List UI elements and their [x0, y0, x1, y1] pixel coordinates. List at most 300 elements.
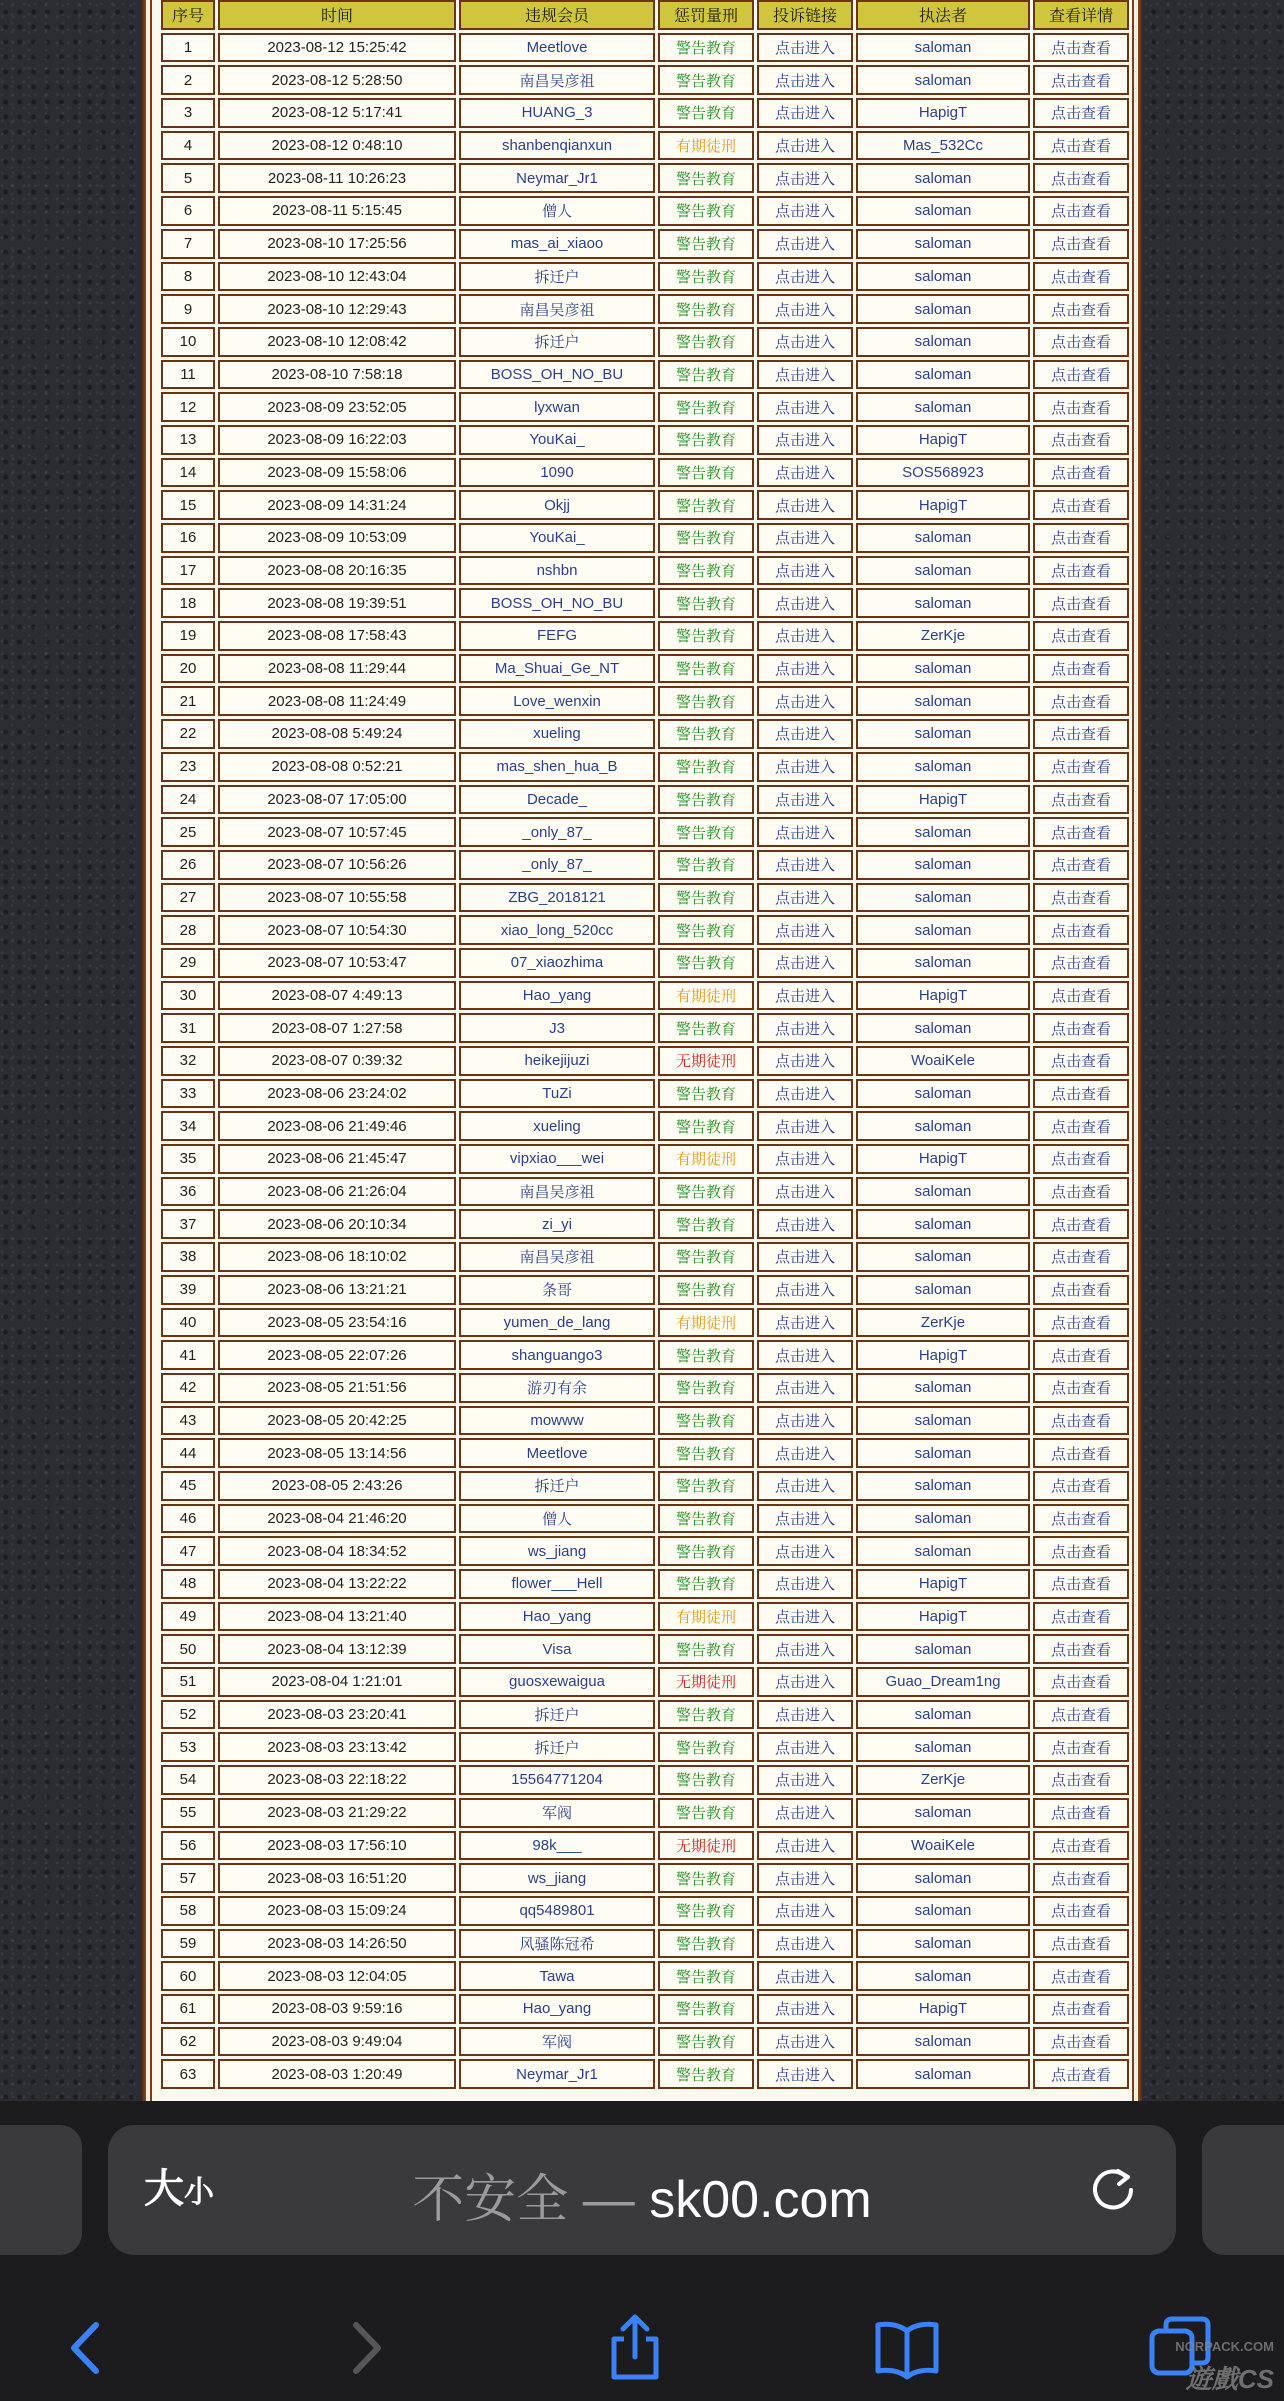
complaint-link[interactable]: 点击进入 [757, 458, 853, 488]
member-link[interactable]: _only_87_ [459, 817, 655, 847]
member-link[interactable]: zi_yi [459, 1209, 655, 1239]
member-link[interactable]: Hao_yang [459, 981, 655, 1011]
complaint-link[interactable]: 点击进入 [757, 556, 853, 586]
row-time: 2023-08-09 14:31:24 [218, 490, 456, 520]
row-time: 2023-08-08 0:52:21 [218, 752, 456, 782]
view-details-link[interactable]: 点击查看 [1033, 588, 1129, 618]
executor-link[interactable]: saloman [856, 392, 1030, 422]
member-link[interactable]: guosxewaigua [459, 1667, 655, 1697]
complaint-link[interactable]: 点击进入 [757, 1144, 853, 1174]
complaint-link[interactable]: 点击进入 [757, 360, 853, 390]
member-link[interactable]: Visa [459, 1634, 655, 1664]
complaint-link[interactable]: 点击进入 [757, 1209, 853, 1239]
executor-link[interactable]: saloman [856, 327, 1030, 357]
member-link[interactable]: 拆迁户 [459, 262, 655, 292]
member-link[interactable]: 条哥 [459, 1275, 655, 1305]
view-details-link[interactable]: 点击查看 [1033, 556, 1129, 586]
address-bar[interactable] [108, 2125, 1176, 2255]
complaint-link[interactable]: 点击进入 [757, 883, 853, 913]
complaint-link[interactable]: 点击进入 [757, 1929, 853, 1959]
member-link[interactable]: flower___Hell [459, 1569, 655, 1599]
member-link[interactable]: xueling [459, 719, 655, 749]
complaint-link[interactable]: 点击进入 [757, 621, 853, 651]
executor-link[interactable]: saloman [856, 1111, 1030, 1141]
row-time: 2023-08-12 5:17:41 [218, 98, 456, 128]
view-details-link[interactable]: 点击查看 [1033, 1700, 1129, 1730]
member-link[interactable]: TuZi [459, 1079, 655, 1109]
view-details-link[interactable]: 点击查看 [1033, 1373, 1129, 1403]
row-time: 2023-08-12 15:25:42 [218, 33, 456, 63]
executor-link[interactable]: Mas_532Cc [856, 131, 1030, 161]
view-details-link[interactable]: 点击查看 [1033, 1177, 1129, 1207]
view-details-link[interactable]: 点击查看 [1033, 327, 1129, 357]
view-details-link[interactable]: 点击查看 [1033, 163, 1129, 193]
view-details-link[interactable]: 点击查看 [1033, 490, 1129, 520]
view-details-link[interactable]: 点击查看 [1033, 1504, 1129, 1534]
view-details-link[interactable]: 点击查看 [1033, 458, 1129, 488]
executor-link[interactable]: saloman [856, 850, 1030, 880]
executor-link[interactable]: saloman [856, 1504, 1030, 1534]
view-details-link[interactable]: 点击查看 [1033, 1438, 1129, 1468]
penalty-label: 警告教育 [658, 1798, 754, 1828]
forward-icon[interactable] [330, 2313, 400, 2383]
executor-link[interactable]: HapigT [856, 1144, 1030, 1174]
member-link[interactable]: Neymar_Jr1 [459, 2059, 655, 2089]
complaint-link[interactable]: 点击进入 [757, 817, 853, 847]
reload-icon[interactable] [1086, 2163, 1140, 2217]
row-number: 21 [161, 686, 215, 716]
penalty-label: 警告教育 [658, 752, 754, 782]
view-details-link[interactable]: 点击查看 [1033, 1602, 1129, 1632]
member-link[interactable]: 07_xiaozhima [459, 948, 655, 978]
complaint-link[interactable]: 点击进入 [757, 1242, 853, 1272]
view-details-link[interactable]: 点击查看 [1033, 1798, 1129, 1828]
view-details-link[interactable]: 点击查看 [1033, 948, 1129, 978]
row-time: 2023-08-04 13:22:22 [218, 1569, 456, 1599]
member-link[interactable]: 15564771204 [459, 1765, 655, 1795]
complaint-link[interactable]: 点击进入 [757, 425, 853, 455]
view-details-link[interactable]: 点击查看 [1033, 98, 1129, 128]
member-link[interactable]: yumen_de_lang [459, 1308, 655, 1338]
member-link[interactable]: Decade_ [459, 785, 655, 815]
previous-tab-peek[interactable] [0, 2125, 82, 2255]
complaint-link[interactable]: 点击进入 [757, 1046, 853, 1076]
complaint-link[interactable]: 点击进入 [757, 1831, 853, 1861]
executor-link[interactable]: saloman [856, 1536, 1030, 1566]
complaint-link[interactable]: 点击进入 [757, 1013, 853, 1043]
complaint-link[interactable]: 点击进入 [757, 948, 853, 978]
executor-link[interactable]: saloman [856, 196, 1030, 226]
member-link[interactable]: 僧人 [459, 196, 655, 226]
view-details-link[interactable]: 点击查看 [1033, 392, 1129, 422]
complaint-link[interactable]: 点击进入 [757, 981, 853, 1011]
row-time: 2023-08-08 11:29:44 [218, 654, 456, 684]
complaint-link[interactable]: 点击进入 [757, 850, 853, 880]
complaint-link[interactable]: 点击进入 [757, 98, 853, 128]
executor-link[interactable]: ZerKje [856, 621, 1030, 651]
complaint-link[interactable]: 点击进入 [757, 1438, 853, 1468]
member-link[interactable]: 军阀 [459, 2027, 655, 2057]
view-details-link[interactable]: 点击查看 [1033, 1013, 1129, 1043]
executor-link[interactable]: HapigT [856, 1340, 1030, 1370]
executor-link[interactable]: saloman [856, 229, 1030, 259]
complaint-link[interactable]: 点击进入 [757, 785, 853, 815]
member-link[interactable]: Ma_Shuai_Ge_NT [459, 654, 655, 684]
member-link[interactable]: mas_ai_xiaoo [459, 229, 655, 259]
complaint-link[interactable]: 点击进入 [757, 229, 853, 259]
member-link[interactable]: Okjj [459, 490, 655, 520]
penalty-label: 警告教育 [658, 621, 754, 651]
view-details-link[interactable]: 点击查看 [1033, 262, 1129, 292]
view-details-link[interactable]: 点击查看 [1033, 1634, 1129, 1664]
complaint-link[interactable]: 点击进入 [757, 65, 853, 95]
complaint-link[interactable]: 点击进入 [757, 131, 853, 161]
row-number: 50 [161, 1634, 215, 1664]
executor-link[interactable]: saloman [856, 294, 1030, 324]
view-details-link[interactable]: 点击查看 [1033, 1308, 1129, 1338]
penalty-label: 警告教育 [658, 556, 754, 586]
member-link[interactable]: Neymar_Jr1 [459, 163, 655, 193]
member-link[interactable]: Hao_yang [459, 1602, 655, 1632]
complaint-link[interactable]: 点击进入 [757, 588, 853, 618]
member-link[interactable]: HUANG_3 [459, 98, 655, 128]
row-number: 53 [161, 1732, 215, 1762]
member-link[interactable]: J3 [459, 1013, 655, 1043]
executor-link[interactable]: saloman [856, 719, 1030, 749]
complaint-link[interactable]: 点击进入 [757, 1961, 853, 1991]
view-details-link[interactable]: 点击查看 [1033, 1961, 1129, 1991]
complaint-link[interactable]: 点击进入 [757, 654, 853, 684]
member-link[interactable]: 游刃有余 [459, 1373, 655, 1403]
complaint-link[interactable]: 点击进入 [757, 1471, 853, 1501]
executor-link[interactable]: HapigT [856, 1569, 1030, 1599]
executor-link[interactable]: saloman [856, 262, 1030, 292]
header-no: 序号 [161, 0, 215, 30]
member-link[interactable]: Hao_yang [459, 1994, 655, 2024]
url-display[interactable] [108, 2157, 1176, 2232]
view-details-link[interactable]: 点击查看 [1033, 752, 1129, 782]
member-link[interactable]: ws_jiang [459, 1863, 655, 1893]
member-link[interactable]: 拆迁户 [459, 327, 655, 357]
complaint-link[interactable]: 点击进入 [757, 1994, 853, 2024]
view-details-link[interactable]: 点击查看 [1033, 294, 1129, 324]
member-link[interactable]: 僧人 [459, 1504, 655, 1534]
complaint-link[interactable]: 点击进入 [757, 1798, 853, 1828]
view-details-link[interactable]: 点击查看 [1033, 1831, 1129, 1861]
view-details-link[interactable]: 点击查看 [1033, 883, 1129, 913]
view-details-link[interactable]: 点击查看 [1033, 1209, 1129, 1239]
view-details-link[interactable]: 点击查看 [1033, 1765, 1129, 1795]
executor-link[interactable]: ZerKje [856, 1765, 1030, 1795]
member-link[interactable]: Tawa [459, 1961, 655, 1991]
view-details-link[interactable]: 点击查看 [1033, 621, 1129, 651]
row-number: 22 [161, 719, 215, 749]
view-details-link[interactable]: 点击查看 [1033, 360, 1129, 390]
member-link[interactable]: heikejijuzi [459, 1046, 655, 1076]
member-link[interactable]: shanguango3 [459, 1340, 655, 1370]
complaint-link[interactable]: 点击进入 [757, 1340, 853, 1370]
row-number: 8 [161, 262, 215, 292]
view-details-link[interactable]: 点击查看 [1033, 1242, 1129, 1272]
member-link[interactable]: qq5489801 [459, 1896, 655, 1926]
executor-link[interactable]: saloman [856, 1863, 1030, 1893]
executor-link[interactable]: HapigT [856, 1994, 1030, 2024]
row-number: 30 [161, 981, 215, 1011]
executor-link[interactable]: saloman [856, 588, 1030, 618]
executor-link[interactable]: HapigT [856, 425, 1030, 455]
view-details-link[interactable]: 点击查看 [1033, 981, 1129, 1011]
member-link[interactable]: xueling [459, 1111, 655, 1141]
member-link[interactable]: FEFG [459, 621, 655, 651]
share-icon[interactable] [600, 2313, 670, 2383]
executor-link[interactable]: saloman [856, 2027, 1030, 2057]
view-details-link[interactable]: 点击查看 [1033, 1471, 1129, 1501]
view-details-link[interactable]: 点击查看 [1033, 131, 1129, 161]
executor-link[interactable]: saloman [856, 1700, 1030, 1730]
view-details-link[interactable]: 点击查看 [1033, 1667, 1129, 1697]
complaint-link[interactable]: 点击进入 [757, 1536, 853, 1566]
member-link[interactable]: Love_wenxin [459, 686, 655, 716]
member-link[interactable]: BOSS_OH_NO_BU [459, 360, 655, 390]
executor-link[interactable]: saloman [856, 1634, 1030, 1664]
view-details-link[interactable]: 点击查看 [1033, 850, 1129, 880]
executor-link[interactable]: saloman [856, 2059, 1030, 2089]
member-link[interactable]: BOSS_OH_NO_BU [459, 588, 655, 618]
row-time: 2023-08-03 12:04:05 [218, 1961, 456, 1991]
executor-link[interactable]: ZerKje [856, 1308, 1030, 1338]
complaint-link[interactable]: 点击进入 [757, 523, 853, 553]
member-link[interactable]: 拆迁户 [459, 1471, 655, 1501]
view-details-link[interactable]: 点击查看 [1033, 229, 1129, 259]
row-number: 33 [161, 1079, 215, 1109]
view-details-link[interactable]: 点击查看 [1033, 196, 1129, 226]
text-size-small-glyph: 小 [184, 2175, 214, 2210]
penalty-label: 警告教育 [658, 425, 754, 455]
view-details-link[interactable]: 点击查看 [1033, 1275, 1129, 1305]
executor-link[interactable]: saloman [856, 915, 1030, 945]
view-details-link[interactable]: 点击查看 [1033, 719, 1129, 749]
complaint-link[interactable]: 点击进入 [757, 2059, 853, 2089]
view-details-link[interactable]: 点击查看 [1033, 65, 1129, 95]
executor-link[interactable]: saloman [856, 1242, 1030, 1272]
complaint-link[interactable]: 点击进入 [757, 33, 853, 63]
executor-link[interactable]: HapigT [856, 981, 1030, 1011]
penalty-label: 警告教育 [658, 1536, 754, 1566]
watermark-brand: 遊戲CS [1185, 2364, 1274, 2394]
next-tab-peek[interactable] [1202, 2125, 1284, 2255]
complaint-link[interactable]: 点击进入 [757, 1602, 853, 1632]
executor-link[interactable]: saloman [856, 523, 1030, 553]
complaint-link[interactable]: 点击进入 [757, 1111, 853, 1141]
row-time: 2023-08-07 0:39:32 [218, 1046, 456, 1076]
complaint-link[interactable]: 点击进入 [757, 163, 853, 193]
penalty-label: 警告教育 [658, 686, 754, 716]
member-link[interactable]: ZBG_2018121 [459, 883, 655, 913]
member-link[interactable]: 拆迁户 [459, 1700, 655, 1730]
complaint-link[interactable]: 点击进入 [757, 1700, 853, 1730]
executor-link[interactable]: saloman [856, 1438, 1030, 1468]
member-link[interactable]: mas_shen_hua_B [459, 752, 655, 782]
view-details-link[interactable]: 点击查看 [1033, 915, 1129, 945]
executor-link[interactable]: saloman [856, 1896, 1030, 1926]
executor-link[interactable]: HapigT [856, 785, 1030, 815]
view-details-link[interactable]: 点击查看 [1033, 1406, 1129, 1436]
complaint-link[interactable]: 点击进入 [757, 1863, 853, 1893]
penalty-label: 有期徒刑 [658, 1602, 754, 1632]
complaint-link[interactable]: 点击进入 [757, 719, 853, 749]
view-details-link[interactable]: 点击查看 [1033, 523, 1129, 553]
executor-link[interactable]: saloman [856, 1209, 1030, 1239]
view-details-link[interactable]: 点击查看 [1033, 33, 1129, 63]
executor-link[interactable]: saloman [856, 556, 1030, 586]
penalty-label: 警告教育 [658, 458, 754, 488]
executor-link[interactable]: saloman [856, 752, 1030, 782]
complaint-link[interactable]: 点击进入 [757, 1569, 853, 1599]
executor-link[interactable]: saloman [856, 686, 1030, 716]
complaint-link[interactable]: 点击进入 [757, 262, 853, 292]
view-details-link[interactable]: 点击查看 [1033, 1896, 1129, 1926]
member-link[interactable]: 南昌吴彦祖 [459, 294, 655, 324]
executor-link[interactable]: saloman [856, 163, 1030, 193]
complaint-link[interactable]: 点击进入 [757, 1667, 853, 1697]
complaint-link[interactable]: 点击进入 [757, 1177, 853, 1207]
executor-link[interactable]: saloman [856, 360, 1030, 390]
member-link[interactable]: YouKai_ [459, 425, 655, 455]
executor-link[interactable]: WoaiKele [856, 1831, 1030, 1861]
member-link[interactable]: mowww [459, 1406, 655, 1436]
member-link[interactable]: Meetlove [459, 33, 655, 63]
executor-link[interactable]: saloman [856, 1798, 1030, 1828]
row-number: 29 [161, 948, 215, 978]
complaint-link[interactable]: 点击进入 [757, 196, 853, 226]
complaint-link[interactable]: 点击进入 [757, 294, 853, 324]
view-details-link[interactable]: 点击查看 [1033, 1569, 1129, 1599]
executor-link[interactable]: saloman [856, 1406, 1030, 1436]
view-details-link[interactable]: 点击查看 [1033, 654, 1129, 684]
member-link[interactable]: 风骚陈冠希 [459, 1929, 655, 1959]
executor-link[interactable]: saloman [856, 1471, 1030, 1501]
row-number: 39 [161, 1275, 215, 1305]
complaint-link[interactable]: 点击进入 [757, 1079, 853, 1109]
row-number: 47 [161, 1536, 215, 1566]
row-time: 2023-08-03 14:26:50 [218, 1929, 456, 1959]
view-details-link[interactable]: 点击查看 [1033, 686, 1129, 716]
member-link[interactable]: 南昌吴彦祖 [459, 1177, 655, 1207]
row-number: 45 [161, 1471, 215, 1501]
member-link[interactable]: vipxiao___wei [459, 1144, 655, 1174]
penalty-label: 警告教育 [658, 1569, 754, 1599]
executor-link[interactable]: saloman [856, 1177, 1030, 1207]
view-details-link[interactable]: 点击查看 [1033, 1079, 1129, 1109]
complaint-link[interactable]: 点击进入 [757, 392, 853, 422]
member-link[interactable]: 南昌吴彦祖 [459, 1242, 655, 1272]
complaint-link[interactable]: 点击进入 [757, 1896, 853, 1926]
row-number: 13 [161, 425, 215, 455]
view-details-link[interactable]: 点击查看 [1033, 1340, 1129, 1370]
view-details-link[interactable]: 点击查看 [1033, 2027, 1129, 2057]
view-details-link[interactable]: 点击查看 [1033, 1929, 1129, 1959]
complaint-link[interactable]: 点击进入 [757, 752, 853, 782]
complaint-link[interactable]: 点击进入 [757, 1373, 853, 1403]
complaint-link[interactable]: 点击进入 [757, 686, 853, 716]
executor-link[interactable]: saloman [856, 1929, 1030, 1959]
member-link[interactable]: 拆迁户 [459, 1732, 655, 1762]
complaint-link[interactable]: 点击进入 [757, 1765, 853, 1795]
view-details-link[interactable]: 点击查看 [1033, 1144, 1129, 1174]
complaint-link[interactable]: 点击进入 [757, 2027, 853, 2057]
member-link[interactable]: lyxwan [459, 392, 655, 422]
view-details-link[interactable]: 点击查看 [1033, 1994, 1129, 2024]
view-details-link[interactable]: 点击查看 [1033, 1111, 1129, 1141]
member-link[interactable]: 南昌吴彦祖 [459, 65, 655, 95]
executor-link[interactable]: saloman [856, 817, 1030, 847]
complaint-link[interactable]: 点击进入 [757, 327, 853, 357]
row-time: 2023-08-12 0:48:10 [218, 131, 456, 161]
view-details-link[interactable]: 点击查看 [1033, 2059, 1129, 2089]
executor-link[interactable]: saloman [856, 948, 1030, 978]
member-link[interactable]: shanbenqianxun [459, 131, 655, 161]
executor-link[interactable]: saloman [856, 1013, 1030, 1043]
member-link[interactable]: 98k___ [459, 1831, 655, 1861]
complaint-link[interactable]: 点击进入 [757, 1406, 853, 1436]
complaint-link[interactable]: 点击进入 [757, 490, 853, 520]
executor-link[interactable]: WoaiKele [856, 1046, 1030, 1076]
bookmarks-icon[interactable] [872, 2313, 942, 2383]
executor-link[interactable]: HapigT [856, 98, 1030, 128]
executor-link[interactable]: saloman [856, 1961, 1030, 1991]
executor-link[interactable]: saloman [856, 654, 1030, 684]
complaint-link[interactable]: 点击进入 [757, 1732, 853, 1762]
complaint-link[interactable]: 点击进入 [757, 915, 853, 945]
view-details-link[interactable]: 点击查看 [1033, 1046, 1129, 1076]
member-link[interactable]: YouKai_ [459, 523, 655, 553]
complaint-link[interactable]: 点击进入 [757, 1634, 853, 1664]
complaint-link[interactable]: 点击进入 [757, 1275, 853, 1305]
row-time: 2023-08-10 17:25:56 [218, 229, 456, 259]
view-details-link[interactable]: 点击查看 [1033, 1536, 1129, 1566]
executor-link[interactable]: saloman [856, 883, 1030, 913]
row-number: 51 [161, 1667, 215, 1697]
executor-link[interactable]: saloman [856, 1732, 1030, 1762]
executor-link[interactable]: saloman [856, 33, 1030, 63]
penalty-label: 警告教育 [658, 1177, 754, 1207]
executor-link[interactable]: HapigT [856, 1602, 1030, 1632]
executor-link[interactable]: Guao_Dream1ng [856, 1667, 1030, 1697]
member-link[interactable]: Meetlove [459, 1438, 655, 1468]
executor-link[interactable]: HapigT [856, 490, 1030, 520]
complaint-link[interactable]: 点击进入 [757, 1308, 853, 1338]
executor-link[interactable]: saloman [856, 1079, 1030, 1109]
executor-link[interactable]: SOS568923 [856, 458, 1030, 488]
view-details-link[interactable]: 点击查看 [1033, 1732, 1129, 1762]
view-details-link[interactable]: 点击查看 [1033, 785, 1129, 815]
row-number: 19 [161, 621, 215, 651]
back-icon[interactable] [52, 2313, 122, 2383]
executor-link[interactable]: saloman [856, 1275, 1030, 1305]
view-details-link[interactable]: 点击查看 [1033, 425, 1129, 455]
member-link[interactable]: 军阀 [459, 1798, 655, 1828]
member-link[interactable]: 1090 [459, 458, 655, 488]
member-link[interactable]: ws_jiang [459, 1536, 655, 1566]
executor-link[interactable]: saloman [856, 65, 1030, 95]
complaint-link[interactable]: 点击进入 [757, 1504, 853, 1534]
member-link[interactable]: nshbn [459, 556, 655, 586]
view-details-link[interactable]: 点击查看 [1033, 817, 1129, 847]
member-link[interactable]: xiao_long_520cc [459, 915, 655, 945]
executor-link[interactable]: saloman [856, 1373, 1030, 1403]
view-details-link[interactable]: 点击查看 [1033, 1863, 1129, 1893]
member-link[interactable]: _only_87_ [459, 850, 655, 880]
